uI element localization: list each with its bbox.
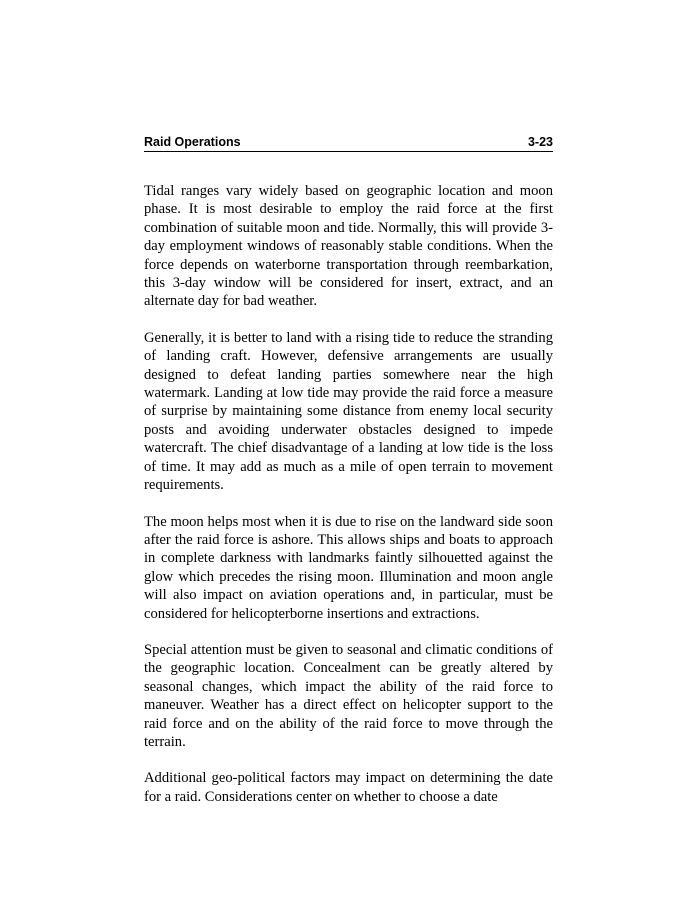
paragraph-tidal-ranges: Tidal ranges vary widely based on geographic location and moon phase. It is most desirable to employ the raid force at the first combination of suitable moon and tide. Normally, this will provide 3-day employment windows of reasonably stable conditions. When the force depends on waterborne transportation through reembarkation, this 3-day window will be considered for insert, extract, and an alternate day for bad weather. (144, 183, 553, 310)
paragraph-seasonal-conditions: Special attention must be given to seasonal and climatic conditions of the geographic location. Concealment can be greatly altered by seasonal changes, which impact the ability of the raid force to maneuver. Weather has a direct effect on helicopter support to the raid force and on the ability of the raid force to move through the terrain. (144, 641, 553, 750)
section-title: Raid Operations (144, 135, 241, 149)
paragraph-rising-tide: Generally, it is better to land with a rising tide to reduce the stranding of landing craft. However, defensive arrangements are usually designed to defeat landing parties somewhere near the high watermark. Landing at low tide may provide the raid force a measure of surprise by maintaining some distance from enemy local security posts and avoiding underwater obstacles designed to impede watercraft. The chief disadvantage of a landing at low tide is the loss of time. It may add as much as a mile of open terrain to movement requirements. (144, 329, 553, 494)
paragraph-geo-political: Additional geo-political factors may impact on determining the date for a raid. Considerations center on whether to choose a date (144, 770, 553, 805)
page-number: 3-23 (527, 135, 553, 149)
paragraph-moon: The moon helps most when it is due to rise on the landward side soon after the raid force is ashore. This allows ships and boats to approach in complete darkness with landmarks faintly silhouetted against the glow which precedes the rising moon. Illumination and moon angle will also impact on aviation operations and, in particular, must be considered for helicopterborne insertions and extractions. (144, 513, 553, 622)
body-text (144, 182, 553, 824)
running-header (144, 135, 553, 152)
